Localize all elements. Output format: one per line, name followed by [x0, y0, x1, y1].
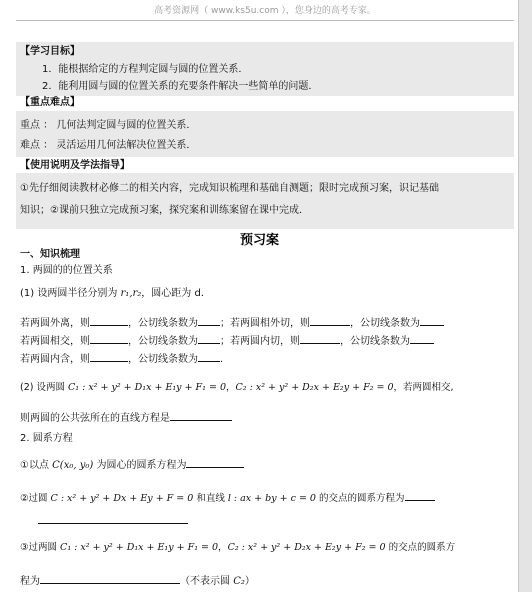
- key-point: 重点 ： 几何法判定圆与圆的位置关系．: [20, 120, 197, 131]
- p3-line2-post: （不表示圆: [180, 576, 234, 587]
- blank[interactable]: [300, 332, 340, 344]
- p3-line2-end: ）: [244, 576, 255, 587]
- p3-pre: ③过两圆: [20, 542, 61, 553]
- p1-post: 为圆心的圆系方程为: [93, 460, 187, 471]
- subsection-2: 2. 圆系方程: [20, 433, 73, 444]
- q2-line: [20, 381, 454, 395]
- goals-heading: 【学习目标】: [20, 46, 80, 57]
- relation-row-1: [20, 314, 444, 331]
- blank[interactable]: [310, 314, 350, 326]
- p2-circle: C : x² + y² + Dx + Ey + F = 0: [50, 493, 194, 504]
- p3-circle-2: C₂ : x² + y² + D₂x + E₂y + F₂ = 0: [227, 542, 386, 553]
- blank[interactable]: [405, 489, 435, 501]
- row1-d: ，公切线条数为: [350, 318, 420, 329]
- circle-family-2-blank: [38, 512, 188, 529]
- circle-family-2: [20, 489, 435, 506]
- p3-line2-pre: 程为: [20, 576, 40, 587]
- goal-item-1: 1．能根据给定的方程判定圆与圆的位置关系．: [42, 64, 249, 75]
- p3-line2-math: C₂: [233, 576, 245, 587]
- blank[interactable]: [420, 314, 444, 326]
- usage-line-2: 知识；②课前只独立完成预习案，探究案和训练案留在课中完成．: [20, 205, 309, 216]
- q2-post: ，若两圆相交,: [393, 382, 454, 393]
- p2-post: 的交点的圆系方程为: [315, 493, 405, 504]
- blank[interactable]: [198, 350, 220, 362]
- blank[interactable]: [90, 332, 128, 344]
- blank[interactable]: [40, 572, 180, 584]
- blank[interactable]: [90, 314, 128, 326]
- q2-pre: (2) 设两圆: [20, 382, 68, 393]
- relation-row-2: [20, 332, 434, 349]
- q2-circle-1: C₁ : x² + y² + D₁x + E₁y + F₁ = 0: [68, 382, 226, 393]
- row3-b: ，公切线条数为: [128, 354, 198, 365]
- p3-mid: ，: [218, 542, 228, 553]
- q2-line-2: [20, 409, 232, 426]
- hard-point: 难点 ： 灵活运用几何法解决位置关系．: [20, 140, 197, 151]
- radii-post: ，圆心距为 d．: [141, 288, 211, 299]
- section-heading: 一、知识梳理: [20, 249, 80, 260]
- blank[interactable]: [170, 409, 232, 421]
- p2-mid: 和直线: [193, 493, 228, 504]
- preview-title: 预习案: [239, 233, 279, 248]
- row2-c: ；若两圆内切，则: [220, 336, 300, 347]
- circle-family-3: [20, 541, 455, 555]
- row3-a: 若两圆内含，则: [20, 354, 90, 365]
- blank[interactable]: [90, 350, 128, 362]
- row2-b: ，公切线条数为: [128, 336, 198, 347]
- blank[interactable]: [38, 512, 188, 524]
- radii-pre: (1) 设两圆半径分别为: [20, 288, 121, 299]
- p2-pre: ②过圆: [20, 493, 51, 504]
- blank[interactable]: [198, 332, 220, 344]
- p2-line: l : ax + by + c = 0: [227, 493, 316, 504]
- row1-b: ，公切线条数为: [128, 318, 198, 329]
- circle-family-1: [20, 456, 244, 473]
- keypoints-heading: 【重点难点】: [20, 97, 80, 108]
- header-rule: [16, 20, 514, 21]
- row2-a: 若两圆相交，则: [20, 336, 90, 347]
- p1-math: C(x₀, y₀): [52, 460, 94, 471]
- vertical-scrollbar[interactable]: [518, 0, 532, 592]
- q2-mid: ，: [226, 382, 236, 393]
- radii-math: r₁,r₂: [120, 288, 142, 299]
- radii-line: [20, 287, 211, 301]
- row1-a: 若两圆外离，则: [20, 318, 90, 329]
- row1-c: ；若两圆相外切，则: [220, 318, 310, 329]
- relation-row-3: [20, 350, 230, 367]
- common-chord-text: 则两圆的公共弦所在的直线方程是: [20, 413, 170, 424]
- circle-family-3-line-2: [20, 572, 255, 589]
- usage-line-1: ①先仔细阅读教材必修二的相关内容，完成知识梳理和基础自测题；限时完成预习案，识记基础: [20, 183, 439, 194]
- p3-circle-1: C₁ : x² + y² + D₁x + E₁y + F₁ = 0: [60, 542, 219, 553]
- usage-heading: 【使用说明及学法指导】: [20, 160, 130, 171]
- row3-c: ．: [220, 354, 230, 365]
- subsection-1: 1. 两圆的的位置关系: [20, 265, 113, 276]
- blank[interactable]: [198, 314, 220, 326]
- header-text: 高考资源网（ www.ks5u.com ），您身边的高考专家。: [154, 6, 376, 16]
- row2-d: ，公切线条数为: [340, 336, 410, 347]
- p1-pre: ①以点: [20, 460, 53, 471]
- blank[interactable]: [410, 332, 434, 344]
- p3-post: 的交点的圆系方: [385, 542, 456, 553]
- blank[interactable]: [186, 456, 244, 468]
- q2-circle-2: C₂ : x² + y² + D₂x + E₂y + F₂ = 0: [235, 382, 394, 393]
- goal-item-2: 2．能利用圆与圆的位置关系的充要条件解决一些简单的问题．: [42, 81, 319, 92]
- page-header: [16, 0, 514, 24]
